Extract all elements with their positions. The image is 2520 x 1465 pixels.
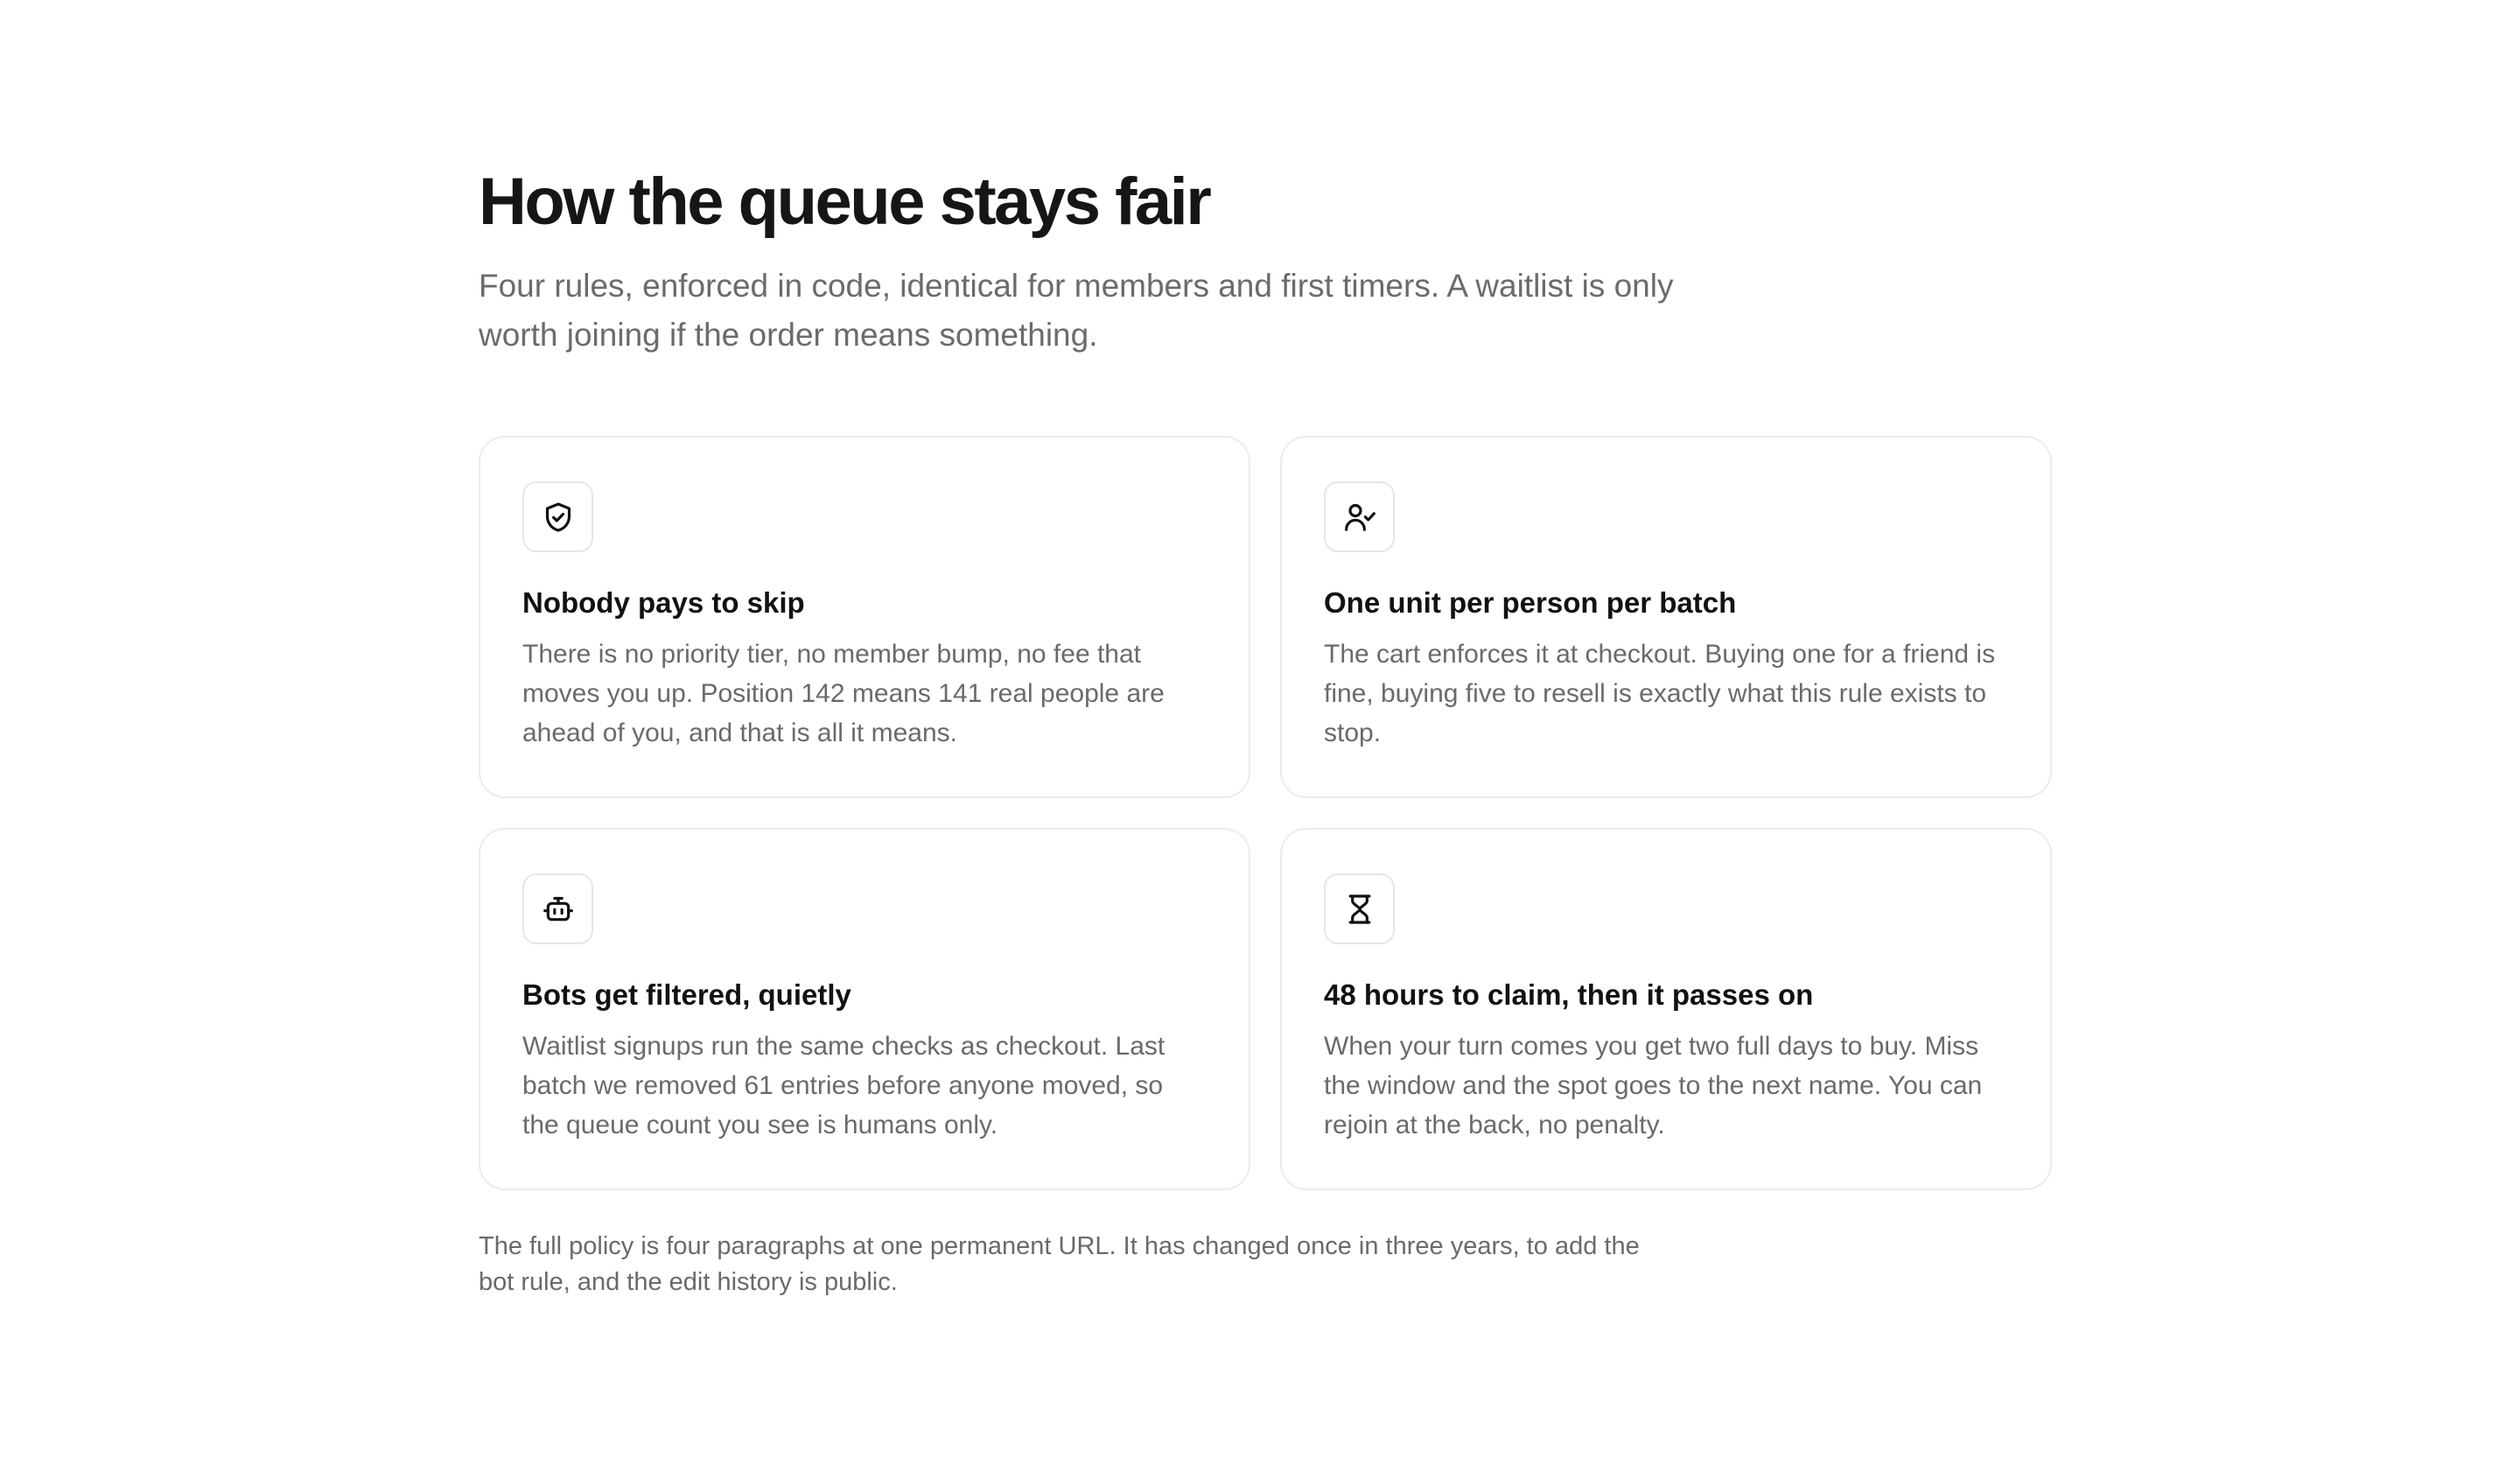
policy-footnote: The full policy is four paragraphs at one permanent URL. It has changed once in three years, to add the bot rule, and the edit history is public. (479, 1232, 1640, 1296)
rule-description: There is no priority tier, no member bump, no fee that moves you up. Position 142 means 141 real people are ahead of you, and that is all it means. (522, 640, 1165, 747)
rule-title: One unit per person per batch (1324, 586, 1737, 619)
rule-title: Bots get filtered, quietly (522, 978, 851, 1011)
rule-card-bot-filter (479, 828, 1250, 1190)
rules-grid (479, 436, 2054, 1190)
page-subtitle: Four rules, enforced in code, identical for members and first timers. A waitlist is only worth joining if the order means something. (479, 268, 1674, 353)
rule-title: Nobody pays to skip (522, 586, 805, 619)
page-title: How the queue stays fair (479, 165, 1210, 239)
fairness-section-header (479, 162, 2054, 360)
rule-description: The cart enforces it at checkout. Buying one for a friend is fine, buying five to resell is exactly what this rule exists to stop. (1324, 640, 1996, 747)
rule-card-claim-window (1280, 828, 2052, 1190)
rule-card-no-paid-skip (479, 436, 1250, 798)
shield-check-icon (522, 481, 593, 552)
bot-icon (522, 873, 593, 944)
rule-card-one-unit (1280, 436, 2052, 798)
rule-description: When your turn comes you get two full days to buy. Miss the window and the spot goes to the next name. You can rejoin at the back, no penalty. (1324, 1032, 1983, 1139)
rule-title: 48 hours to claim, then it passes on (1324, 978, 1814, 1011)
hourglass-icon (1324, 873, 1395, 944)
rule-description: Waitlist signups run the same checks as checkout. Last batch we removed 61 entries before anyone moved, so the queue count you see is humans only. (522, 1032, 1166, 1139)
user-check-icon (1324, 481, 1395, 552)
